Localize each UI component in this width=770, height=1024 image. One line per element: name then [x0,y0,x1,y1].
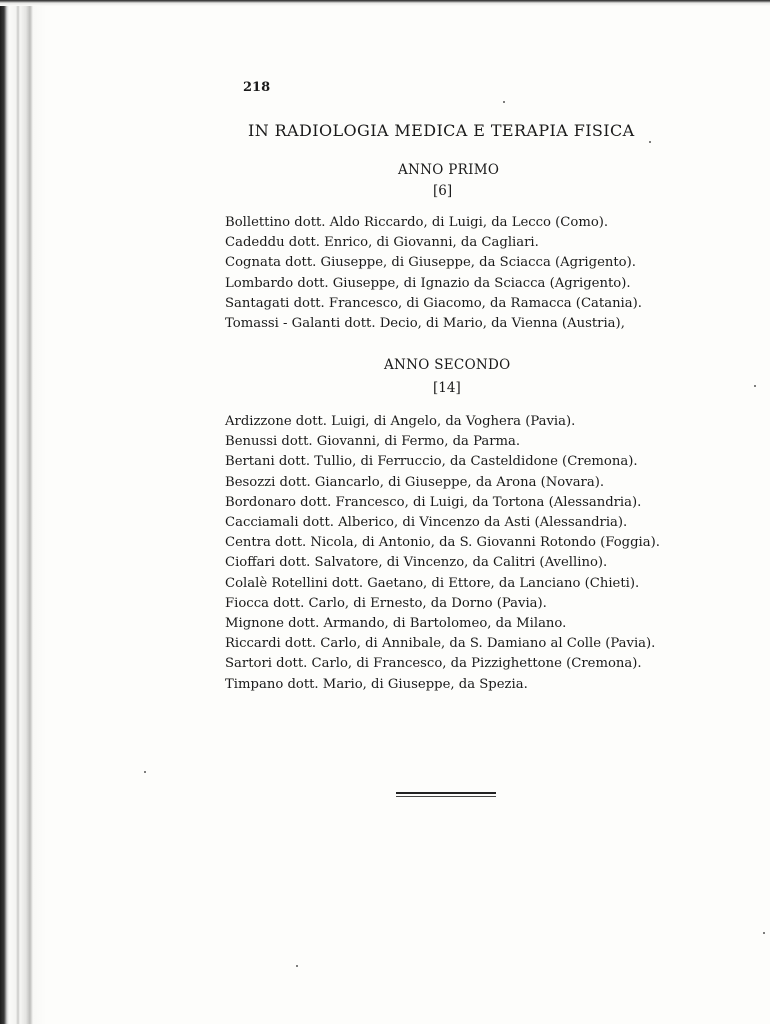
section-count-anno-secondo: [14] [433,380,461,396]
list-item: Fiocca dott. Carlo, di Ernesto, da Dorno (Pavia). [225,595,547,611]
list-item: Tomassi - Galanti dott. Decio, di Mario, da Vienna (Austria), [225,316,625,332]
scan-speck [754,385,756,387]
end-divider-rule [396,792,496,797]
list-item: Riccardi dott. Carlo, di Annibale, da S. Damiano al Colle (Pavia). [225,636,656,652]
divider-line [396,792,496,794]
book-binding-edge [0,0,46,1024]
list-item: Mignone dott. Armando, di Bartolomeo, da Milano. [225,616,567,632]
list-item: Cioffari dott. Salvatore, di Vincenzo, da Calitri (Avellino). [225,555,608,571]
list-item: Bordonaro dott. Francesco, di Luigi, da Tortona (Alessandria). [225,494,642,510]
entry-list-anno-primo [225,213,642,334]
page-number: 218 [243,80,271,95]
scan-speck [296,965,298,967]
list-item: Centra dott. Nicola, di Antonio, da S. Giovanni Rotondo (Foggia). [225,535,660,551]
page-title: IN RADIOLOGIA MEDICA E TERAPIA FISICA [248,121,635,140]
scan-speck [763,932,765,934]
list-item: Benussi dott. Giovanni, di Fermo, da Parma. [225,434,521,450]
list-item: Colalè Rotellini dott. Gaetano, di Ettore, da Lanciano (Chieti). [225,575,640,591]
list-item: Cognata dott. Giuseppe, di Giuseppe, da Sciacca (Agrigento). [225,255,636,271]
list-item: Timpano dott. Mario, di Giuseppe, da Spezia. [225,676,528,692]
section-count-anno-primo: [6] [433,183,453,199]
divider-line [396,796,496,797]
list-item: Sartori dott. Carlo, di Francesco, da Pizzighettone (Cremona). [225,656,642,672]
scan-speck [503,101,505,103]
entry-list-anno-secondo [225,412,660,695]
section-heading-anno-primo: ANNO PRIMO [398,162,500,178]
list-item: Lombardo dott. Giuseppe, di Ignazio da Sciacca (Agrigento). [225,275,631,291]
list-item: Besozzi dott. Giancarlo, di Giuseppe, da Arona (Novara). [225,474,605,490]
list-item: Bollettino dott. Aldo Riccardo, di Luigi, da Lecco (Como). [225,215,609,230]
list-item: Cadeddu dott. Enrico, di Giovanni, da Cagliari. [225,235,539,251]
list-item: Bertani dott. Tullio, di Ferruccio, da Casteldidone (Cremona). [225,454,638,470]
list-item: Santagati dott. Francesco, di Giacomo, da Ramacca (Catania). [225,295,642,311]
list-item: Cacciamali dott. Alberico, di Vincenzo da Asti (Alessandria). [225,515,628,531]
page-top-edge [0,0,770,6]
scan-speck [649,141,651,143]
scan-speck [144,771,146,773]
section-heading-anno-secondo: ANNO SECONDO [384,357,511,373]
list-item: Ardizzone dott. Luigi, di Angelo, da Voghera (Pavia). [225,414,576,429]
